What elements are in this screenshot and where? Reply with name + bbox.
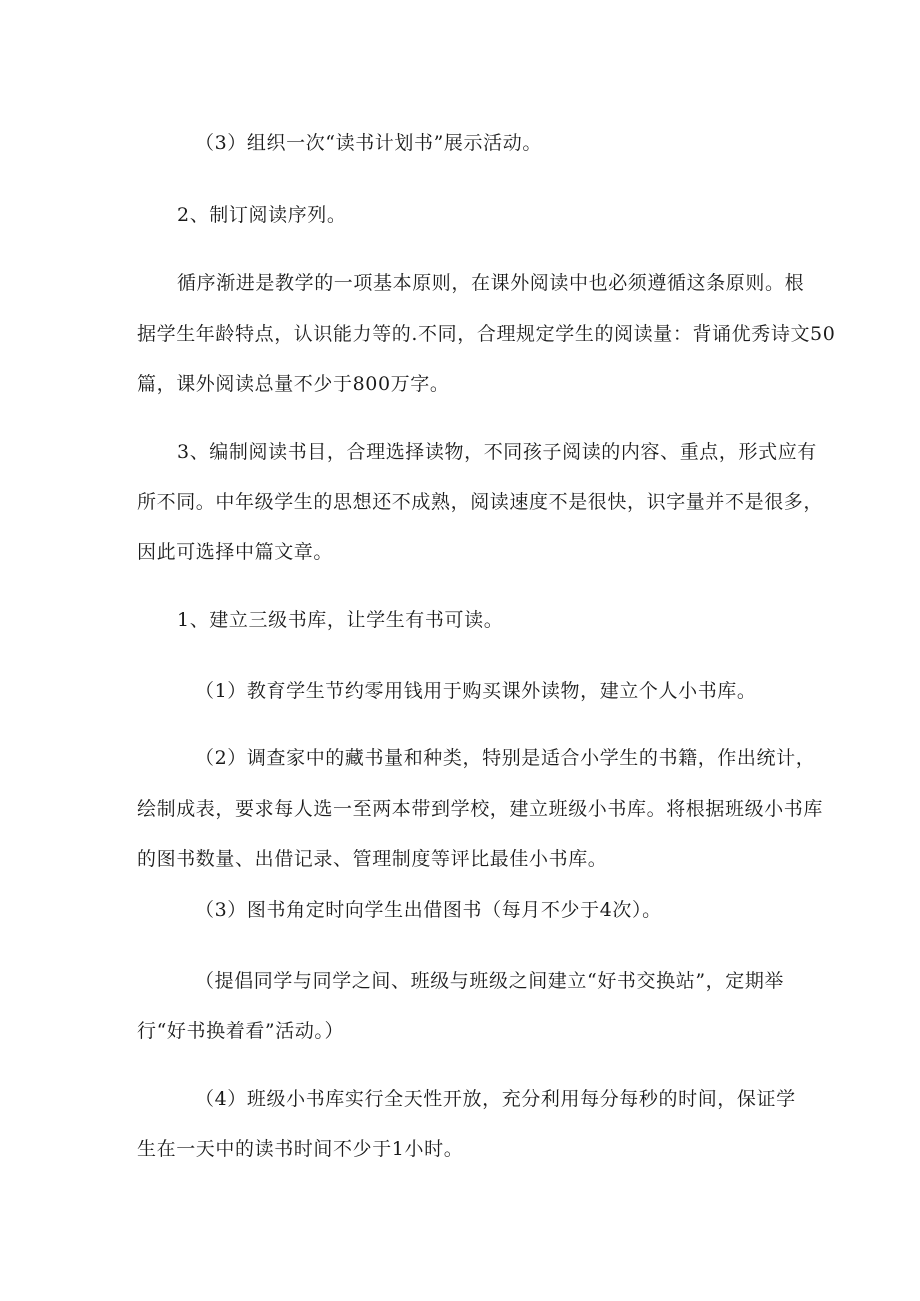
section-heading: 3、编制阅读书目，合理选择读物，不同孩子阅读的内容、重点，形式应有: [177, 441, 817, 463]
paragraph-line: （1）教育学生节约零用钱用于购买课外读物，建立个人小书库。: [195, 680, 757, 702]
paragraph-line: 的图书数量、出借记录、管理制度等评比最佳小书库。: [137, 848, 608, 870]
paragraph-line: 因此可选择中篇文章。: [137, 541, 334, 563]
paragraph-line: （4）班级小书库实行全天性开放，充分利用每分每秒的时间，保证学: [195, 1088, 796, 1110]
paragraph-line: 篇，课外阅读总量不少于800万字。: [137, 373, 450, 395]
paragraph-line: 据学生年龄特点，认识能力等的.不同，合理规定学生的阅读量：背诵优秀诗文50: [137, 323, 836, 345]
section-heading: 1、建立三级书库，让学生有书可读。: [177, 609, 504, 631]
paragraph-line: 循序渐进是教学的一项基本原则，在课外阅读中也必须遵循这条原则。根: [177, 272, 805, 294]
note-line: 行“好书换着看”活动。）: [137, 1020, 345, 1042]
paragraph-line: （2）调查家中的藏书量和种类，特别是适合小学生的书籍，作出统计，: [195, 747, 816, 769]
note-line: （提倡同学与同学之间、班级与班级之间建立“好书交换站”，定期举: [195, 970, 785, 992]
paragraph-line: 生在一天中的读书时间不少于1小时。: [137, 1138, 464, 1160]
paragraph-line: 所不同。中年级学生的思想还不成熟，阅读速度不是很快，识字量并不是很多，: [137, 491, 824, 513]
section-heading: 2、制订阅读序列。: [177, 204, 347, 226]
paragraph-line: （3）组织一次“读书计划书”展示活动。: [195, 132, 542, 154]
paragraph-line: 绘制成表，要求每人选一至两本带到学校，建立班级小书库。将根据班级小书库: [137, 798, 824, 820]
paragraph-line: （3）图书角定时向学生出借图书（每月不少于4次）。: [195, 899, 662, 921]
